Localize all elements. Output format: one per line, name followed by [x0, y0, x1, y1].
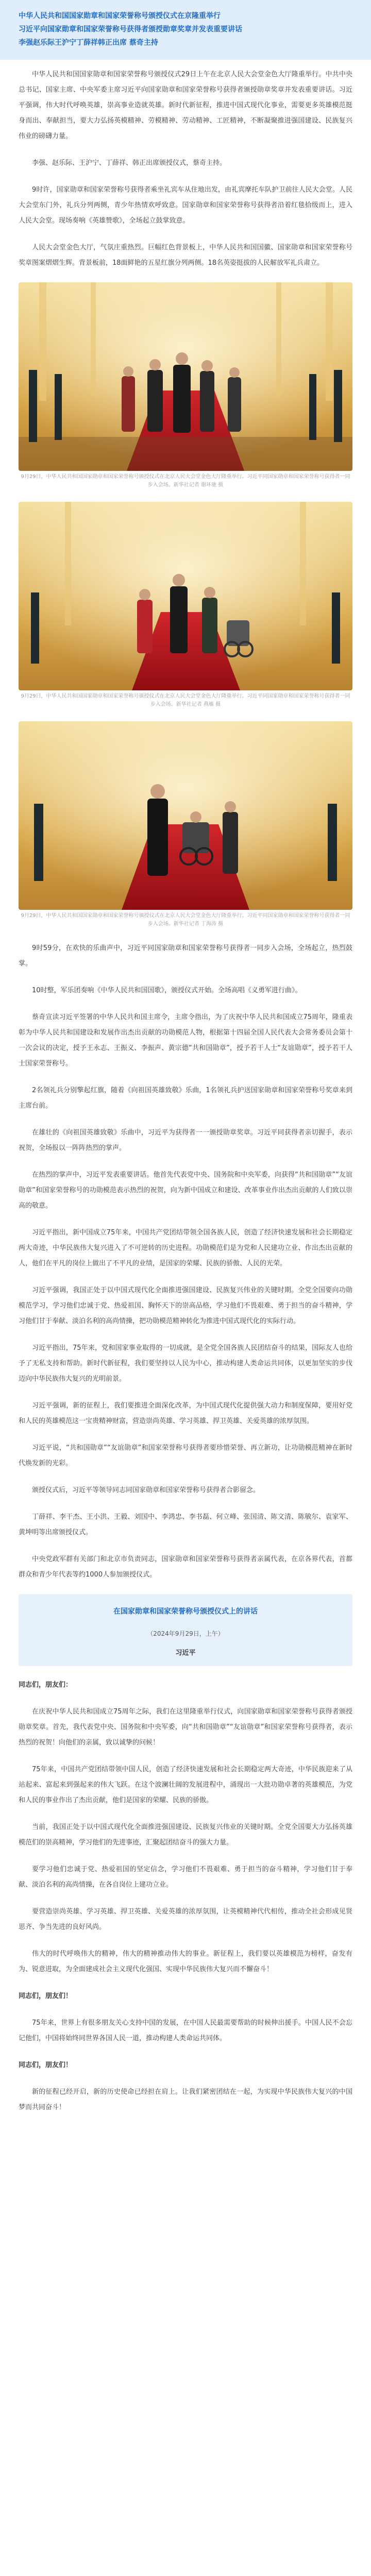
- speech-title: 在国家勋章和国家荣誉称号颁授仪式上的讲话: [113, 1607, 258, 1616]
- speech-paragraph: 要营造崇尚英雄、学习英雄、捍卫英雄、关爱英雄的浓厚氛围，让英模精神代代相传，推动全社会形成见贤思齐、争当先进的良好风尚。: [19, 1908, 352, 1931]
- ceremony-photo: [19, 502, 352, 690]
- speech-author: 习近平: [175, 1649, 196, 1657]
- news-photo-2[interactable]: [19, 502, 352, 690]
- paragraph: 习近平强调，我国正处于以中国式现代化全面推进强国建设、民族复兴伟业的关键时期。全党全国要向功勋模范学习，学习他们忠诚于党、热爱祖国、胸怀天下的崇高品格，学习他们不畏艰难、勇于担当的奋斗精神，学习他们甘于奉献、淡泊名利的高尚情操，把功勋模范精神转化为推进中国式现代化的实际行动。: [19, 1286, 352, 1325]
- speech-greeting: 同志们，朋友们！: [19, 2061, 73, 2069]
- paragraph: 人民大会堂金色大厅，气氛庄重热烈。巨幅红色背景板上，中华人民共和国国徽、国家勋章和国家荣誉称号奖章图案熠熠生辉。背景板前，18面鲜艳的五星红旗分列两侧。18名英姿挺拔的人民解放军礼兵肃立。: [19, 244, 352, 267]
- speech-paragraph: 当前，我国正处于以中国式现代化全面推进强国建设、民族复兴伟业的关键时期。全党全国要大力弘扬英雄模范们的崇高精神，学习他们的先进事迹，汇聚起团结奋斗的强大力量。: [19, 1823, 352, 1846]
- paragraph: 2名领礼兵分别擎起红旗，随着《向祖国英雄致敬》乐曲，1名领礼兵护送国家勋章和国家荣誉称号奖章来到主席台前。: [19, 1087, 352, 1110]
- speech-greeting: 同志们，朋友们！: [19, 1992, 73, 2000]
- article-header: [0, 0, 371, 60]
- speech-paragraph: 要学习他们忠诚于党、热爱祖国的坚定信念，学习他们不畏艰难、勇于担当的奋斗精神，学习他们甘于奉献、淡泊名利的高尚情操，在各自岗位上建功立业。: [19, 1866, 352, 1889]
- attendance-line: 李强赵乐际王沪宁丁薛祥韩正出席 蔡奇主持: [19, 39, 158, 47]
- paragraph: 习近平说，“共和国勋章”“友谊勋章”和国家荣誉称号获得者要珍惜荣誉、再立新功，让功勋模范精神在新时代焕发新的光彩。: [19, 1444, 352, 1467]
- news-photo-1[interactable]: [19, 282, 352, 471]
- speech-paragraph: 伟大的时代呼唤伟大的精神，伟大的精神推动伟大的事业。新征程上，我们要以英雄模范为榜样，奋发有为、锐意进取，为全面建成社会主义现代化强国、实现中华民族伟大复兴而不懈奋斗！: [19, 1950, 352, 1973]
- paragraph: 李强、赵乐际、王沪宁、丁薛祥、韩正出席颁授仪式，蔡奇主持。: [32, 159, 227, 167]
- speech-header-box: [19, 1594, 352, 1666]
- paragraph: 中华人民共和国国家勋章和国家荣誉称号颁授仪式29日上午在北京人民大会堂金色大厅隆重举行。中共中央总书记、国家主席、中央军委主席习近平向国家勋章和国家荣誉称号获得者颁授勋章奖章并发表重要讲话。习近平强调，伟大时代呼唤英雄，崇高事业造就英雄。新时代新征程，推进中国式现代化事业，需要更多英雄模范挺身而出、奉献担当，要大力弘扬英模精神、劳模精神、劳动精神、工匠精神，不断凝聚推进强国建设、民族复兴伟业的磅礴力量。: [19, 71, 352, 140]
- paragraph: 中央党政军群有关部门和北京市负责同志，国家勋章和国家荣誉称号获得者亲属代表，在京各界代表，首都群众和青少年代表等约1000人参加颁授仪式。: [19, 1555, 352, 1579]
- speech-paragraph: 新的征程已经开启，新的历史使命已经担在肩上。让我们紧密团结在一起，为实现中华民族伟大复兴的中国梦而共同奋斗！: [19, 2088, 352, 2111]
- speech-paragraph: 75年来，中国共产党团结带领中国人民，创造了经济快速发展和社会长期稳定两大奇迹，中华民族迎来了从站起来、富起来到强起来的伟大飞跃。在这个波澜壮阔的发展进程中，涌现出一大批功勋卓著的英雄模范，为党和人民的事业作出了杰出贡献，他们是国家的荣耀、民族的骄傲。: [19, 1766, 352, 1804]
- paragraph: 蔡奇宣读习近平签署的中华人民共和国主席令，主席令指出，为了庆祝中华人民共和国成立75周年，隆重表彰为中华人民共和国建设和发展作出杰出贡献的功勋模范人物，根据第十四届全国人民代表大会常务委员会第十一次会议的决定，授予王永志、王振义、李振声、黄宗德“共和国勋章”，授予若干人士“友谊勋章”，授予若干人士国家荣誉称号。: [19, 1013, 352, 1067]
- paragraph: 习近平指出，75年来，党和国家事业取得的一切成就，是全党全国各族人民团结奋斗的结果，国际友人也给予了无私支持和帮助。新时代新征程，我们要坚持以人民为中心，推动构建人类命运共同体，以更加坚实的步伐迈向中华民族伟大复兴的光明前景。: [19, 1344, 352, 1383]
- paragraph: 在热烈的掌声中，习近平发表重要讲话。他首先代表党中央、国务院和中央军委，向获得“共和国勋章”“友谊勋章”和国家荣誉称号的功勋模范表示热烈的祝贺，向为新中国成立和建设、改革事业作出杰出贡献的人们致以崇高的敬意。: [19, 1171, 352, 1210]
- paragraph: 习近平强调，新的征程上，我们要推进全面深化改革，为中国式现代化提供强大动力和制度保障，要用好党和人民的英雄模范这一宝贵精神财富，营造崇尚英雄、学习英雄、捍卫英雄、关爱英雄的浓厚氛围。: [19, 1402, 352, 1425]
- speech-paragraph: 75年来，世界上有很多朋友关心支持中国的发展，在中国人民最需要帮助的时候伸出援手。中国人民不会忘记他们，中国将始终同世界各国人民一道，推动构建人类命运共同体。: [19, 2019, 352, 2042]
- paragraph: 在雄壮的《向祖国英雄致敬》乐曲中，习近平为获得者一一颁授勋章奖章。习近平同获得者亲切握手，表示祝贺，全场报以一阵阵热烈的掌声。: [19, 1129, 352, 1152]
- speech-paragraph: 在庆祝中华人民共和国成立75周年之际，我们在这里隆重举行仪式，向国家勋章和国家荣誉称号获得者颁授勋章奖章。首先，我代表党中央、国务院和中央军委，向“共和国勋章”“友谊勋章”和国家荣誉称号获得者，表示热烈的祝贺！向他们的亲属，致以诚挚的问候！: [19, 1708, 352, 1747]
- paragraph: 10时整，军乐团奏响《中华人民共和国国歌》，颁授仪式开始。全场高唱《义勇军进行曲》。: [32, 987, 302, 994]
- paragraph: 9时许，国家勋章和国家荣誉称号获得者乘坐礼宾车从住地出发，由礼宾摩托车队护卫前往人民大会堂。人民大会堂东门外，礼兵分列两侧，青少年热情欢呼致意。国家勋章和国家荣誉称号获得者沿着红毯拾级而上，进入人民大会堂。现场奏响《英雄赞歌》，全场起立鼓掌致意。: [19, 186, 352, 225]
- paragraph: 颁授仪式后，习近平等领导同志同国家勋章和国家荣誉称号获得者合影留念。: [32, 1486, 260, 1494]
- ceremony-photo: [19, 282, 352, 471]
- paragraph: 丁薛祥、李干杰、王小洪、王毅、刘国中、李鸿忠、李书磊、何立峰、张国清、陈文清、陈敏尔、袁家军、黄坤明等出席颁授仪式。: [19, 1513, 352, 1536]
- paragraph: 习近平指出，新中国成立75年来，中国共产党团结带领全国各族人民，创造了经济快速发展和社会长期稳定两大奇迹，中华民族伟大复兴进入了不可逆转的历史进程。功勋模范们是为党和人民建功立业、作出杰出贡献的人，他们在平凡的岗位上做出了不平凡的业绩，是国家的荣耀、民族的骄傲、人民的光荣。: [19, 1229, 352, 1267]
- photo-caption: 9月29日，中华人民共和国国家勋章和国家荣誉称号颁授仪式在北京人民大会堂金色大厅隆重举行。习近平同国家勋章和国家荣誉称号获得者一同步入会场。新华社记者 谢环驰 摄: [21, 474, 350, 488]
- speech-date: （2024年9月29日，上午）: [147, 1630, 224, 1637]
- news-photo-3[interactable]: [19, 721, 352, 910]
- article-body: [0, 60, 371, 2115]
- headline: 中华人民共和国国家勋章和国家荣誉称号颁授仪式在京隆重举行: [19, 12, 221, 20]
- paragraph: 9时59分，在欢快的乐曲声中，习近平同国家勋章和国家荣誉称号获得者一同步入会场，全场起立，热烈鼓掌。: [19, 944, 352, 968]
- photo-caption: 9月29日，中华人民共和国国家勋章和国家荣誉称号颁授仪式在北京人民大会堂金色大厅隆重举行。习近平同国家勋章和国家荣誉称号获得者一同步入会场。新华社记者 丁海涛 摄: [21, 913, 350, 927]
- subheadline: 习近平向国家勋章和国家荣誉称号获得者颁授勋章奖章并发表重要讲话: [19, 25, 242, 33]
- speech-greeting: 同志们，朋友们：: [19, 1681, 73, 1689]
- ceremony-photo: [19, 721, 352, 910]
- photo-caption: 9月29日，中华人民共和国国家勋章和国家荣誉称号颁授仪式在北京人民大会堂金色大厅隆重举行。习近平同国家勋章和国家荣誉称号获得者一同步入会场。新华社记者 燕雁 摄: [21, 693, 350, 707]
